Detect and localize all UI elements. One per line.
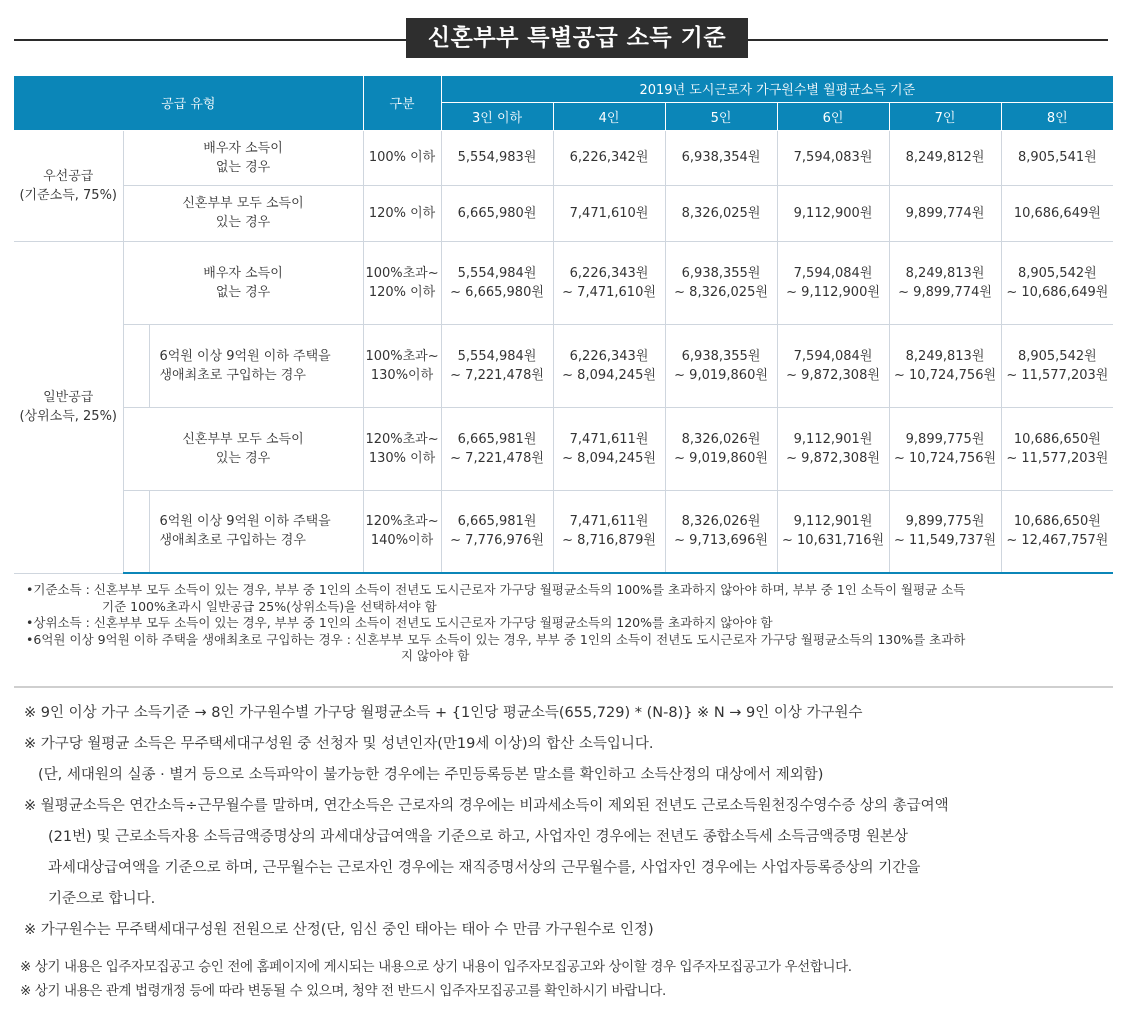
table-row [14,241,1113,324]
header-household-6: 6인 [777,102,889,130]
value-cell: 6,938,355원 ~ 9,019,860원 [665,324,777,407]
remark-line: ※ 9인 이상 가구 소득기준 → 8인 가구원수별 가구당 월평균소득 + {1인당 평균소득(655,729) * (N-8)} ※ N → 9인 이상 가구원수 [24,705,863,721]
footer-line: ※ 상기 내용은 입주자모집공고 승인 전에 홈페이지에 게시되는 내용으로 상기 내용이 입주자모집공고와 상이할 경우 입주자모집공고가 우선합니다. [20,959,852,975]
table-row [14,407,1113,490]
table-row [14,185,1113,241]
value-cell: 9,899,774원 [889,185,1001,241]
condition-cell: 신혼부부 모두 소득이 있는 경우 [123,185,363,241]
header-household-7: 7인 [889,102,1001,130]
header-division: 구분 [363,76,441,130]
condition-cell: 6억원 이상 9억원 이하 주택을 생애최초로 구입하는 경우 [149,490,363,573]
value-cell: 10,686,650원 ~ 11,577,203원 [1001,407,1113,490]
value-cell: 9,112,901원 ~ 10,631,716원 [777,490,889,573]
remark-line: 기준으로 합니다. [48,891,156,907]
value-cell: 8,326,026원 ~ 9,019,860원 [665,407,777,490]
value-cell: 9,112,900원 [777,185,889,241]
value-cell: 9,899,775원 ~ 10,724,756원 [889,407,1001,490]
value-cell: 7,471,610원 [553,185,665,241]
value-cell: 10,686,649원 [1001,185,1113,241]
ratio-cell: 100% 이하 [363,130,441,185]
header-household-8: 8인 [1001,102,1113,130]
value-cell: 10,686,650원 ~ 12,467,757원 [1001,490,1113,573]
remark-line: 과세대상급여액을 기준으로 하며, 근무월수는 근로자인 경우에는 재직증명서상의 근무월수를, 사업자인 경우에는 사업자등록증상의 기간을 [48,860,921,876]
ratio-cell: 100%초과~ 130%이하 [363,324,441,407]
category-cell: 우선공급 (기준소득, 75%) [14,130,123,241]
note-upper-income: •상위소득 : 신혼부부 모두 소득이 있는 경우, 부부 중 1인의 소득이 전년도 도시근로자 가구당 월평균소득의 120%를 초과하지 않아야 함 [26,615,773,630]
footer-disclaimer [20,955,1120,1003]
remark-line: (단, 세대원의 실종 · 별거 등으로 소득파악이 불가능한 경우에는 주민등록등본 말소를 확인하고 소득산정의 대상에서 제외함) [38,767,824,783]
value-cell: 6,665,980원 [441,185,553,241]
value-cell: 7,594,084원 ~ 9,112,900원 [777,241,889,324]
value-cell: 7,594,084원 ~ 9,872,308원 [777,324,889,407]
note-base-income: •기준소득 : 신혼부부 모두 소득이 있는 경우, 부부 중 1인의 소득이 전년도 도시근로자 가구당 월평균소득의 100%를 초과하지 않아야 하며, 부부 중 1인 소득이 월평균 소득 [26,582,966,597]
header-household-4: 4인 [553,102,665,130]
condition-cell: 배우자 소득이 없는 경우 [123,130,363,185]
value-cell: 8,905,542원 ~ 11,577,203원 [1001,324,1113,407]
remarks [24,698,1119,946]
value-cell: 8,905,541원 [1001,130,1113,185]
note-first-home: •6억원 이상 9억원 이하 주택을 생애최초로 구입하는 경우 : 신혼부부 모두 소득이 있는 경우, 부부 중 1인의 소득이 전년도 도시근로자 가구당 월평균소득의 130%를 초과하 [26,631,966,647]
value-cell: 7,471,611원 ~ 8,716,879원 [553,490,665,573]
note-base-income-cont: 기준 100%초과시 일반공급 25%(상위소득)을 선택하셔야 함 [102,598,437,614]
indent-spacer [123,324,149,407]
value-cell: 8,249,813원 ~ 10,724,756원 [889,324,1001,407]
header-supply-type: 공급 유형 [14,76,363,130]
title-area [14,18,1108,58]
condition-cell: 6억원 이상 9억원 이하 주택을 생애최초로 구입하는 경우 [149,324,363,407]
footer-line: ※ 상기 내용은 관계 법령개정 등에 따라 변동될 수 있으며, 청약 전 반드시 입주자모집공고를 확인하시기 바랍니다. [20,983,666,999]
value-cell: 6,665,981원 ~ 7,776,976원 [441,490,553,573]
value-cell: 8,249,812원 [889,130,1001,185]
value-cell: 9,899,775원 ~ 11,549,737원 [889,490,1001,573]
category-cell: 일반공급 (상위소득, 25%) [14,241,123,573]
remark-line: ※ 가구원수는 무주택세대구성원 전원으로 산정(단, 임신 중인 태아는 태아 수 만큼 가구원수로 인정) [24,922,654,938]
value-cell: 8,326,025원 [665,185,777,241]
value-cell: 5,554,984원 ~ 6,665,980원 [441,241,553,324]
condition-cell: 배우자 소득이 없는 경우 [123,241,363,324]
remark-line: ※ 가구당 월평균 소득은 무주택세대구성원 중 선청자 및 성년인자(만19세 이상)의 합산 소득입니다. [24,736,654,752]
header-household-5: 5인 [665,102,777,130]
value-cell: 6,226,343원 ~ 8,094,245원 [553,324,665,407]
header-income-group: 2019년 도시근로자 가구원수별 월평균소득 기준 [441,76,1113,102]
value-cell: 8,905,542원 ~ 10,686,649원 [1001,241,1113,324]
value-cell: 8,326,026원 ~ 9,713,696원 [665,490,777,573]
ratio-cell: 120%초과~ 140%이하 [363,490,441,573]
value-cell: 6,226,343원 ~ 7,471,610원 [553,241,665,324]
header-household-3: 3인 이하 [441,102,553,130]
value-cell: 7,594,083원 [777,130,889,185]
remark-line: ※ 월평균소득은 연간소득÷근무월수를 말하며, 연간소득은 근로자의 경우에는 비과세소득이 제외된 전년도 근로소득원천징수영수증 상의 총급여액 [24,798,949,814]
value-cell: 9,112,901원 ~ 9,872,308원 [777,407,889,490]
value-cell: 7,471,611원 ~ 8,094,245원 [553,407,665,490]
note-first-home-cont: 지 않아야 함 [401,648,470,663]
value-cell: 5,554,984원 ~ 7,221,478원 [441,324,553,407]
value-cell: 5,554,983원 [441,130,553,185]
value-cell: 6,938,354원 [665,130,777,185]
indent-spacer [123,490,149,573]
condition-cell: 신혼부부 모두 소득이 있는 경우 [123,407,363,490]
table-row [14,130,1113,185]
table-row [14,490,1113,573]
table-notes [26,582,1116,665]
value-cell: 8,249,813원 ~ 9,899,774원 [889,241,1001,324]
table-row [14,324,1113,407]
value-cell: 6,938,355원 ~ 8,326,025원 [665,241,777,324]
ratio-cell: 120% 이하 [363,185,441,241]
page-title: 신혼부부 특별공급 소득 기준 [406,18,748,58]
ratio-cell: 100%초과~ 120% 이하 [363,241,441,324]
remark-line: (21번) 및 근로소득자용 소득금액증명상의 과세대상급여액을 기준으로 하고, 사업자인 경우에는 전년도 종합소득세 소득금액증명 원본상 [48,829,909,845]
divider [14,686,1113,688]
value-cell: 6,665,981원 ~ 7,221,478원 [441,407,553,490]
income-table [14,76,1113,574]
value-cell: 6,226,342원 [553,130,665,185]
ratio-cell: 120%초과~ 130% 이하 [363,407,441,490]
